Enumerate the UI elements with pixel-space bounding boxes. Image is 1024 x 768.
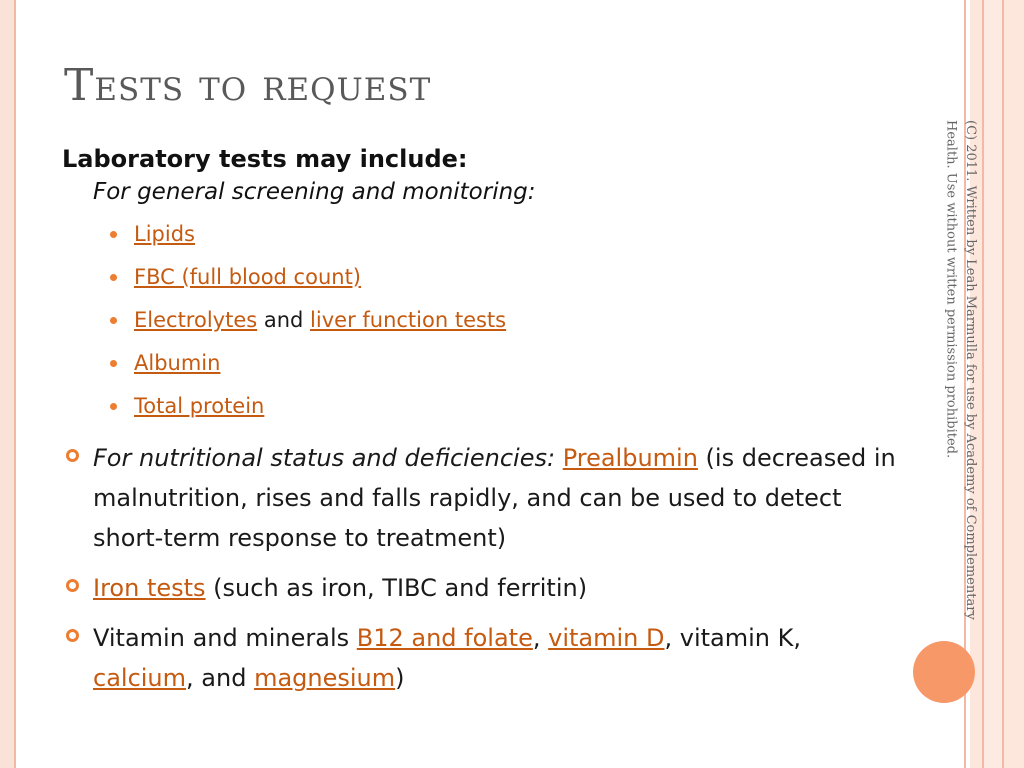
left-border <box>0 0 16 768</box>
list-item <box>110 221 902 264</box>
lab-heading: Laboratory tests may include: <box>62 145 468 173</box>
bullet-text: , <box>532 624 549 653</box>
bullet-text: , vitamin K, <box>664 624 801 653</box>
bullet-nutrition <box>62 438 902 558</box>
bullet-ring-icon <box>66 449 79 462</box>
link-liver-function-tests[interactable]: liver function tests <box>310 307 507 332</box>
bullet-text: , and <box>186 664 255 693</box>
link-albumin[interactable]: Albumin <box>134 350 221 375</box>
bullet-intro: Vitamin and minerals <box>93 624 357 653</box>
link-magnesium[interactable]: magnesium <box>254 664 396 693</box>
link-iron-tests[interactable]: Iron tests <box>93 573 206 602</box>
bullet-dot-icon <box>110 317 117 324</box>
bullet-dot-icon <box>110 231 117 238</box>
link-b12-folate[interactable]: B12 and folate <box>356 624 533 653</box>
decorative-circle <box>913 641 975 703</box>
main-bullet-list <box>62 438 902 698</box>
bullet-dot-icon <box>110 360 117 367</box>
list-item <box>110 307 902 350</box>
link-prealbumin[interactable]: Prealbumin <box>562 443 698 472</box>
bullet-intro: For nutritional status and deficiencies: <box>93 443 563 472</box>
list-item <box>110 393 902 436</box>
list-item <box>110 264 902 307</box>
bullet-dot-icon <box>110 274 117 281</box>
sub-heading: For general screening and monitoring: <box>93 179 536 205</box>
list-text: and <box>257 307 311 332</box>
link-vitamin-d[interactable]: vitamin D <box>548 624 665 653</box>
bullet-vitamins <box>62 618 902 698</box>
copyright-notice: (C) 2011. Written by Leah Marmulla for use by Academy of Complementary Health. Use without written permission prohibited. <box>943 120 978 620</box>
bullet-ring-icon <box>66 579 79 592</box>
bullet-ring-icon <box>66 629 79 642</box>
link-electrolytes[interactable]: Electrolytes <box>134 307 258 332</box>
link-fbc[interactable]: FBC (full blood count) <box>134 264 362 289</box>
link-lipids[interactable]: Lipids <box>134 221 195 246</box>
screening-test-list <box>62 221 902 436</box>
slide-title: Tests to request <box>64 60 432 111</box>
bullet-dot-icon <box>110 403 117 410</box>
bullet-iron <box>62 568 902 608</box>
bullet-text: (such as iron, TIBC and ferritin) <box>205 573 588 602</box>
link-calcium[interactable]: calcium <box>93 664 187 693</box>
list-item <box>110 350 902 393</box>
link-total-protein[interactable]: Total protein <box>134 393 265 418</box>
bullet-text: (is decreased in malnutrition, rises and falls rapidly, and can be used to detect short-term response to treatment) <box>93 443 896 552</box>
slide-content <box>62 144 902 708</box>
bullet-text: ) <box>395 664 405 693</box>
